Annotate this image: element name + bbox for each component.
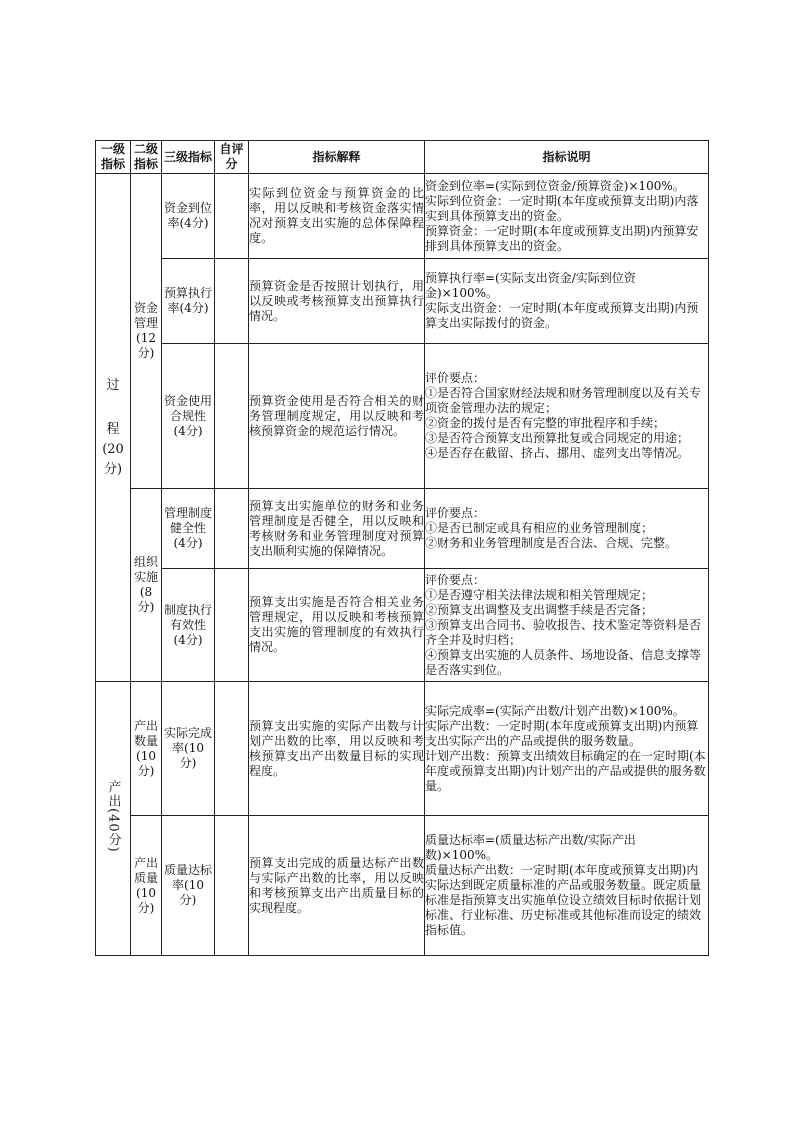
description-cell: 资金到位率=(实际到位资金/预算资金)×100%。 实际到位资金：一定时期(本年度或预算支出期)内落实到具体预算支出的资金。 预算资金：一定时期(本年度或预算支出期)内预算安排到具体预算支出的资金。 — [425, 174, 709, 259]
level3-cell: 实际完成率(10分) — [162, 682, 215, 816]
header-row — [96, 141, 709, 174]
level3-cell: 制度执行有效性(4分) — [162, 569, 215, 682]
explanation-cell: 实际到位资金与预算资金的比率，用以反映和考核资金落实情况对预算支出实施的总体保障程度。 — [249, 174, 425, 259]
level3-cell: 管理制度健全性(4分) — [162, 489, 215, 569]
header-description: 指标说明 — [425, 141, 709, 174]
indicator-table — [95, 140, 709, 956]
level1-process-bottom: 程(20分) — [102, 421, 124, 477]
level2-org: 组织实施(8分) — [131, 489, 162, 682]
self-score-cell — [215, 489, 249, 569]
explanation-cell: 预算支出实施是否符合相关业务管理规定，用以反映和考核预算支出实施的管理制度的有效执行情况。 — [249, 569, 425, 682]
description-cell: 预算执行率=(实际支出资金/实际到位资金)×100%。 实际支出资金：一定时期(本年度或预算支出期)内预算支出实际拨付的资金。 — [425, 259, 709, 344]
self-score-cell — [215, 344, 249, 489]
self-score-cell — [215, 174, 249, 259]
description-cell: 质量达标率=(质量达标产出数/实际产出数)×100%。 质量达标产出数：一定时期(本年度或预算支出期)内实际达到既定质量标准的产品或服务数量。既定质量标准是指预算支出实施单位设立绩效目标时依据计划标准、行业标准、历史标准或其他标准而设定的绩效指标值。 — [425, 816, 709, 956]
level3-cell: 资金到位率(4分) — [162, 174, 215, 259]
header-level1: 一级指标 — [96, 141, 131, 174]
header-explanation: 指标解释 — [249, 141, 425, 174]
level1-output-label: 产出(40分) — [105, 780, 121, 853]
table-row — [96, 816, 709, 956]
explanation-cell: 预算支出实施单位的财务和业务管理制度是否健全，用以反映和考核财务和业务管理制度对预算支出顺利实施的保障情况。 — [249, 489, 425, 569]
header-self-score: 自评分 — [215, 141, 249, 174]
table-row — [96, 569, 709, 682]
header-level3: 三级指标 — [162, 141, 215, 174]
level2-quantity: 产出数量(10分) — [131, 682, 162, 816]
level1-output — [96, 682, 131, 956]
description-cell: 实际完成率=(实际产出数/计划产出数)×100%。 实际产出数：一定时期(本年度或预算支出期)内预算支出实际产出的产品或提供的服务数量。 计划产出数：预算支出绩效目标确定的在一定时期(本年度或预算支出期)内计划产出的产品或提供的服务数量。 — [425, 682, 709, 816]
self-score-cell — [215, 569, 249, 682]
description-cell: 评价要点： ①是否已制定或具有相应的业务管理制度； ②财务和业务管理制度是否合法、合规、完整。 — [425, 489, 709, 569]
level1-process — [96, 174, 131, 682]
level3-cell: 质量达标率(10分) — [162, 816, 215, 956]
explanation-cell: 预算支出实施的实际产出数与计划产出数的比率，用以反映和考核预算支出产出数量目标的实现程度。 — [249, 682, 425, 816]
self-score-cell — [215, 816, 249, 956]
level2-quality: 产出质量(10分) — [131, 816, 162, 956]
header-level2: 二级指标 — [131, 141, 162, 174]
description-cell: 评价要点： ①是否符合国家财经法规和财务管理制度以及有关专项资金管理办法的规定； ②资金的拨付是否有完整的审批程序和手续； ③是否符合预算支出预算批复或合同规定的用途； ④是否存在截留、挤占、挪用、虚列支出等情况。 — [425, 344, 709, 489]
table-row — [96, 344, 709, 489]
table-row — [96, 259, 709, 344]
level2-funds: 资金管理(12分) — [131, 174, 162, 489]
self-score-cell — [215, 682, 249, 816]
table-row — [96, 489, 709, 569]
explanation-cell: 预算支出完成的质量达标产出数与实际产出数的比率，用以反映和考核预算支出产出质量目标的实现程度。 — [249, 816, 425, 956]
self-score-cell — [215, 259, 249, 344]
table-row — [96, 682, 709, 816]
level3-cell: 资金使用合规性(4分) — [162, 344, 215, 489]
explanation-cell: 预算资金使用是否符合相关的财务管理制度规定，用以反映和考核预算资金的规范运行情况。 — [249, 344, 425, 489]
explanation-cell: 预算资金是否按照计划执行，用以反映或考核预算支出预算执行情况。 — [249, 259, 425, 344]
level3-cell: 预算执行率(4分) — [162, 259, 215, 344]
table-row — [96, 174, 709, 259]
level1-process-top: 过 — [106, 377, 120, 393]
description-cell: 评价要点： ①是否遵守相关法律法规和相关管理规定； ②预算支出调整及支出调整手续是否完备； ③预算支出合同书、验收报告、技术鉴定等资料是否齐全并及时归档； ④预算支出实施的人员条件、场地设备、信息支撑等是否落实到位。 — [425, 569, 709, 682]
